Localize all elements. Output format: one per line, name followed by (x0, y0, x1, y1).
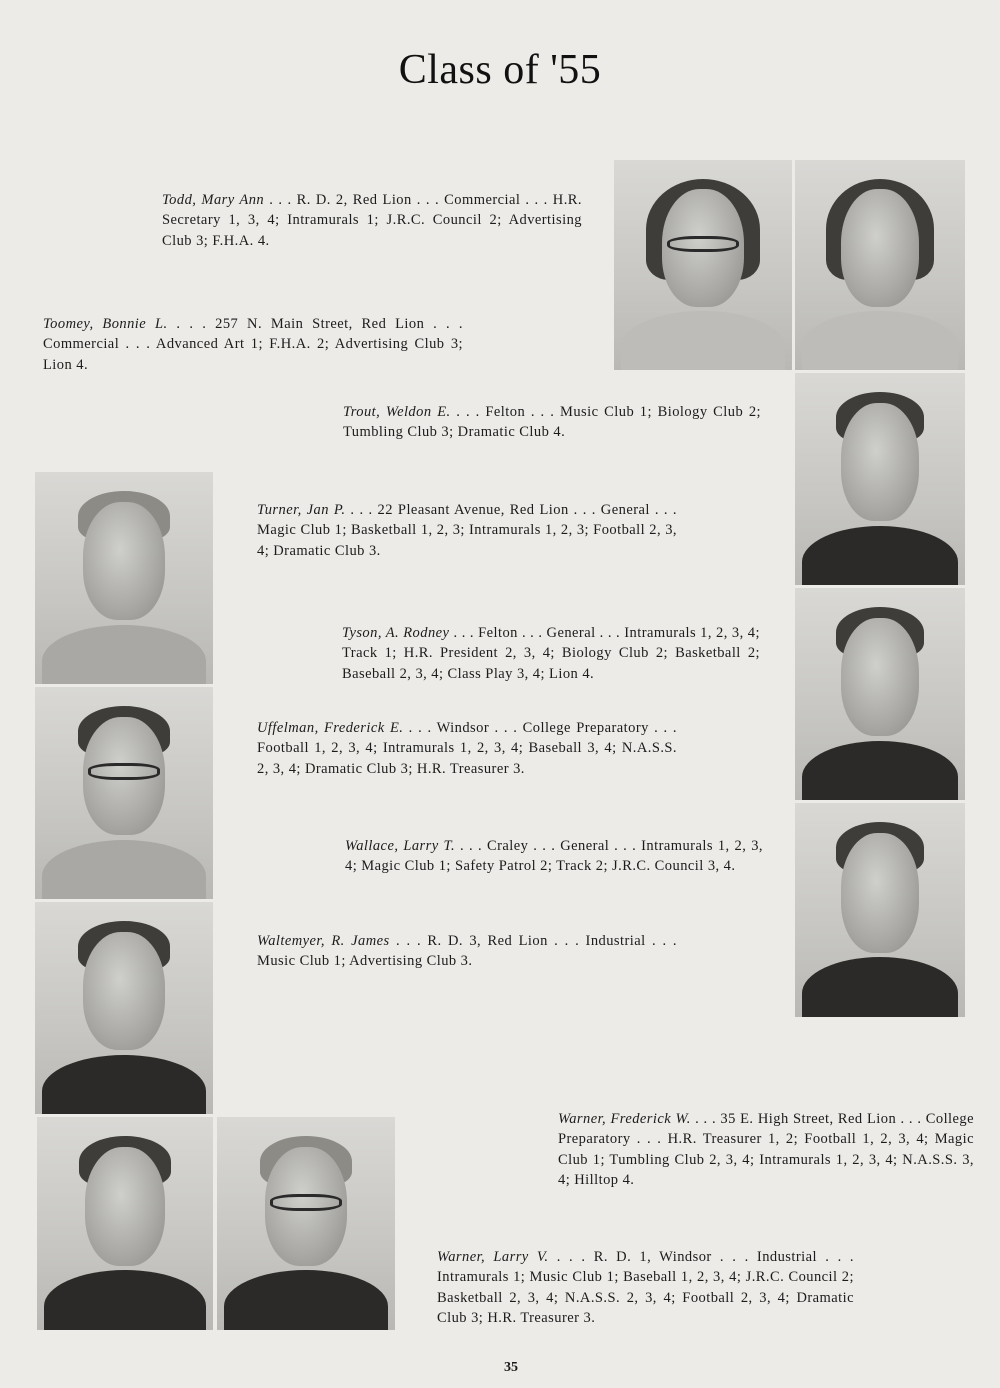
entry-wallace-larry (345, 836, 763, 877)
entry-details: . . . R. D. 1, Windsor . . . Industrial . . . Intramurals 1; Music Club 1; Baseball 1, 2, 3, 4; J.R.C. Council 2; Basketball 2, 3, 4; N.A.S.S. 2, 3, 4; Football 2, 3, 4; Dramatic Club 3; H.R. Treasurer 3. (437, 1249, 854, 1326)
entry-warner-frederick (558, 1109, 974, 1190)
entry-name: Wallace, Larry T. (345, 838, 456, 854)
portrait-trout-weldon (795, 373, 965, 585)
entry-turner-jan (257, 500, 677, 561)
portrait-waltemyer-james (35, 902, 213, 1114)
entry-name: Warner, Larry V. (437, 1249, 549, 1265)
entry-details: . . . 257 N. Main Street, Red Lion . . . Commercial . . . Advanced Art 1; F.H.A. 2; Advertising Club 3; Lion 4. (43, 316, 464, 373)
entry-name: Turner, Jan P. (257, 502, 346, 518)
portrait-wallace-larry (795, 803, 965, 1017)
entry-name: Toomey, Bonnie L. (43, 316, 168, 332)
entry-details: . . . 22 Pleasant Avenue, Red Lion . . . General . . . Magic Club 1; Basketball 1, 2, 3; Intramurals 1, 2, 3; Football 2, 3, 4; Dramatic Club 3. (257, 502, 678, 559)
entry-details: . . . R. D. 2, Red Lion . . . Commercial . . . H.R. Secretary 1, 3, 4; Intramurals 1; J.R.C. Council 2; Advertising Club 3; F.H.A. 4. (162, 192, 582, 249)
portrait-uffelman-frederick (35, 687, 213, 899)
portrait-turner-jan (35, 472, 213, 684)
entry-name: Tyson, A. Rodney (342, 625, 450, 641)
entry-name: Trout, Weldon E. (343, 404, 451, 420)
entry-waltemyer-james (257, 931, 677, 972)
entry-todd-mary-ann (162, 190, 582, 251)
entry-details: . . . Felton . . . General . . . Intramurals 1, 2, 3, 4; Track 1; H.R. President 2, 3, 4; Biology Club 2; Basketball 2; Baseball 2, 3, 4; Class Play 3, 4; Lion 4. (342, 625, 760, 682)
portrait-warner-frederick (37, 1117, 213, 1330)
entry-warner-larry (437, 1247, 854, 1328)
portrait-toomey-bonnie (795, 160, 965, 370)
portrait-tyson-rodney (795, 588, 965, 800)
entry-details: . . . 35 E. High Street, Red Lion . . . College Preparatory . . . H.R. Treasurer 1, 2; Football 1, 2, 3, 4; Magic Club 1; Tumbling Club 2, 3, 4; Intramurals 1, 2, 3, 4; N.A.S.S. 3, 4; Hilltop 4. (558, 1111, 974, 1188)
entry-name: Warner, Frederick W. (558, 1111, 691, 1127)
entry-details: . . . Windsor . . . College Preparatory . . . Football 1, 2, 3, 4; Intramurals 1, 2, 3, 4; Baseball 3, 4; N.A.S.S. 2, 3, 4; Dramatic Club 3; H.R. Treasurer 3. (257, 720, 678, 777)
portrait-warner-larry (217, 1117, 395, 1330)
entry-details: . . . R. D. 3, Red Lion . . . Industrial . . . Music Club 1; Advertising Club 3. (257, 933, 678, 970)
entry-name: Uffelman, Frederick E. (257, 720, 404, 736)
entry-name: Todd, Mary Ann (162, 192, 265, 208)
entry-details: . . . Craley . . . General . . . Intramurals 1, 2, 3, 4; Magic Club 1; Safety Patrol 2; Track 2; J.R.C. Council 3, 4. (345, 838, 763, 875)
entry-tyson-rodney (342, 623, 760, 684)
entry-toomey-bonnie (43, 314, 463, 375)
page-title: Class of '55 (398, 47, 602, 93)
entry-name: Waltemyer, R. James (257, 933, 390, 949)
portrait-todd-mary-ann (614, 160, 792, 370)
page-number: 35 (504, 1360, 518, 1375)
entry-uffelman-frederick (257, 718, 677, 779)
entry-details: . . . Felton . . . Music Club 1; Biology Club 2; Tumbling Club 3; Dramatic Club 4. (343, 404, 761, 441)
entry-trout-weldon (343, 402, 761, 443)
